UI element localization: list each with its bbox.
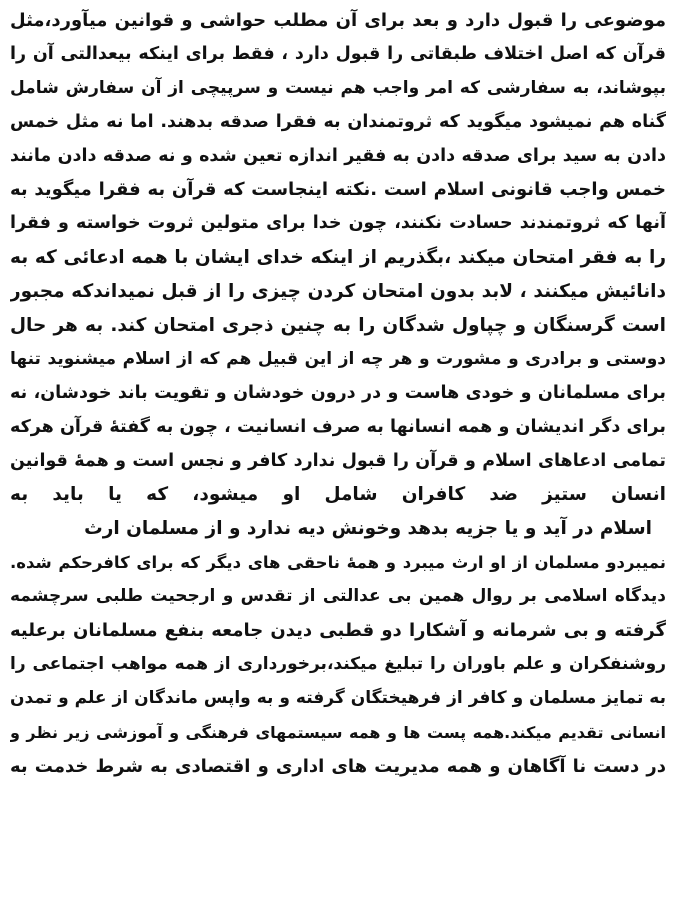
text-line: دیدگاه اسلامی بر روال همین بی عدالتی از تقدس و ارجحیت طلبی سرچشمه	[10, 586, 666, 607]
text-line: در دست نا آگاهان و همه مدیریت های اداری و اقتصادی به شرط خدمت به	[10, 755, 666, 777]
text-line: دوستی و برادری و مشورت و هر چه از این قبیل هم که از اسلام میشنوید تنها	[10, 348, 666, 369]
text-line: روشنفکران و علم باوران را تبلیغ میکند،برخورداری از همه مواهب اجتماعی را	[10, 653, 666, 674]
text-line: گرفته و بی شرمانه و آشکارا دو قطبی دیدن جامعه بنفع مسلمانان برعلیه	[10, 620, 666, 642]
text-line: برای دگر اندیشان و همه انسانها به صرف انسانیت ، چون به گفتهٔ قرآن هرکه	[10, 416, 666, 437]
text-line: دانائیش میکنند ، لابد بدون امتحان کردن چیزی را از قبل نمیداندکه مجبور	[10, 281, 666, 303]
text-line: برای مسلمانان و خودی هاست و در درون خودشان و تقویت باند خودشان، نه	[10, 382, 666, 403]
text-line: نمیبردو مسلمان از او ارث میبرد و همهٔ ناحقی های دیگر که برای کافرحکم شده.	[10, 553, 666, 573]
text-line: موضوعی را قبول دارد و بعد برای آن مطلب حواشی و قوانین میآورد،مثل	[10, 10, 666, 31]
text-line: گناه هم نمیشود میگوید که ثروتمندان به فقرا صدقه بدهند. اما نه مثل خمس	[10, 111, 666, 132]
text-line: خمس واجب قانونی اسلام است .نکته اینجاست که قرآن به فقرا میگوید به	[10, 179, 666, 201]
text-line: بپوشاند، به سفارشی که امر واجب هم نیست و سرپیچی از آن سفارش شامل	[10, 77, 666, 98]
text-line: به تمایز مسلمان و کافر از فرهیختگان گرفته و به واپس ماندگان از علم و تمدن	[10, 687, 666, 708]
text-line: انسانی تقدیم میکند.همه پست ها و همه سیستمهای فرهنگی و آموزشی زیر نظر و	[10, 722, 666, 742]
text-line: است گرسنگان و چپاول شدگان را به چنین ذجری امتحان کند. به هر حال	[10, 315, 666, 337]
text-line: آنها که ثروتمندند حسادت نکنند، چون خدا برای متولین ثروت خواسته و فقرا	[10, 213, 666, 234]
text-line: تمامی ادعاهای اسلام و قرآن را قبول ندارد کافر و نجس است و همهٔ قوانین	[10, 450, 666, 471]
text-line: دادن به سید برای صدقه دادن به فقیر اندازه تعین شده و نه صدقه دادن مانند	[10, 145, 666, 166]
text-line: قرآن که اصل اختلاف طبقاتی را قبول دارد ، فقط برای اینکه بیعدالتی آن را	[10, 43, 666, 64]
text-line: انسان ستیز ضد کافران شامل او میشود، که یا باید به	[10, 484, 666, 506]
text-line: را به فقر امتحان میکند ،بگذریم از اینکه خدای ایشان با همه ادعائی که به	[10, 247, 666, 269]
text-line: اسلام در آید و یا جزیه بدهد وخونش دیه ندارد و از مسلمان ارث	[84, 518, 652, 540]
